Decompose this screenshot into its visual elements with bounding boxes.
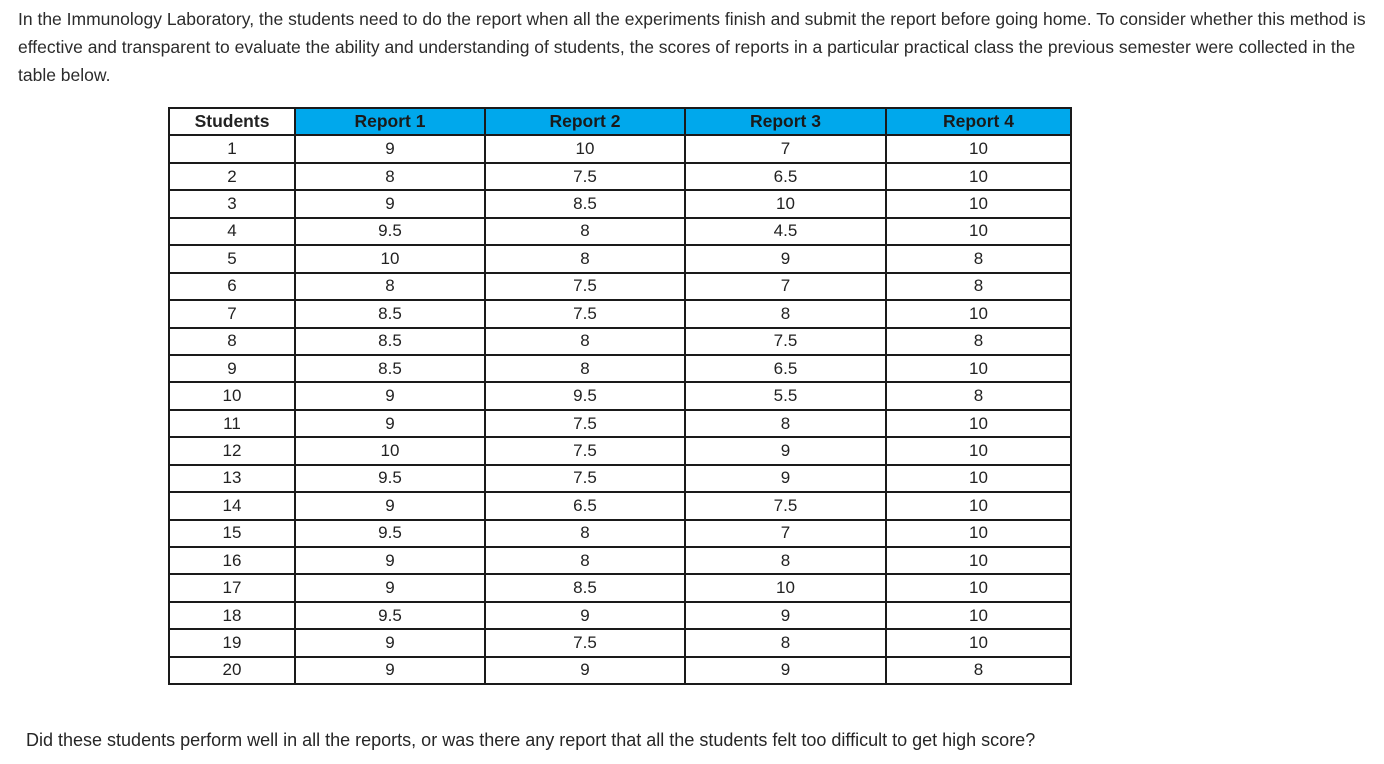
cell-report-3: 10: [685, 574, 886, 601]
header-students: Students: [169, 108, 295, 135]
cell-report-4: 10: [886, 520, 1071, 547]
table-row: [169, 574, 1071, 601]
cell-report-2: 7.5: [485, 273, 685, 300]
cell-report-3: 5.5: [685, 382, 886, 409]
cell-report-4: 10: [886, 355, 1071, 382]
cell-report-1: 9: [295, 492, 485, 519]
cell-student: 4: [169, 218, 295, 245]
table-row: [169, 629, 1071, 656]
table-row: [169, 190, 1071, 217]
cell-student: 16: [169, 547, 295, 574]
cell-report-3: 7: [685, 273, 886, 300]
header-report-3: Report 3: [685, 108, 886, 135]
intro-paragraph: In the Immunology Laboratory, the students need to do the report when all the experiments finish and submit the report before going home. To consider whether this method is effective and transparent to evaluate the ability and understanding of students, the scores of reports in a particular practical class the previous semester were collected in the table below.: [18, 9, 1366, 85]
cell-report-1: 9.5: [295, 602, 485, 629]
cell-student: 8: [169, 328, 295, 355]
table-row: [169, 328, 1071, 355]
cell-student: 15: [169, 520, 295, 547]
cell-student: 1: [169, 135, 295, 162]
cell-report-2: 9.5: [485, 382, 685, 409]
cell-report-1: 8.5: [295, 328, 485, 355]
cell-report-3: 8: [685, 410, 886, 437]
cell-report-2: 7.5: [485, 163, 685, 190]
table-row: [169, 355, 1071, 382]
cell-report-3: 9: [685, 602, 886, 629]
scores-table-container: [168, 107, 1072, 685]
cell-student: 10: [169, 382, 295, 409]
cell-report-1: 9: [295, 382, 485, 409]
cell-report-3: 7.5: [685, 492, 886, 519]
cell-student: 17: [169, 574, 295, 601]
cell-report-3: 8: [685, 629, 886, 656]
cell-student: 2: [169, 163, 295, 190]
table-row: [169, 382, 1071, 409]
cell-report-2: 8: [485, 328, 685, 355]
cell-report-1: 9: [295, 629, 485, 656]
cell-student: 11: [169, 410, 295, 437]
cell-report-1: 9: [295, 574, 485, 601]
cell-report-1: 8: [295, 163, 485, 190]
cell-report-1: 9: [295, 657, 485, 684]
cell-report-3: 9: [685, 657, 886, 684]
cell-report-3: 6.5: [685, 163, 886, 190]
table-row: [169, 602, 1071, 629]
cell-report-2: 6.5: [485, 492, 685, 519]
cell-report-3: 4.5: [685, 218, 886, 245]
cell-report-1: 8.5: [295, 300, 485, 327]
cell-report-2: 7.5: [485, 410, 685, 437]
cell-report-4: 10: [886, 602, 1071, 629]
cell-student: 19: [169, 629, 295, 656]
cell-report-3: 8: [685, 300, 886, 327]
cell-student: 6: [169, 273, 295, 300]
cell-report-1: 8: [295, 273, 485, 300]
cell-report-1: 10: [295, 245, 485, 272]
cell-report-3: 9: [685, 245, 886, 272]
table-row: [169, 465, 1071, 492]
table-header-row: [169, 108, 1071, 135]
cell-report-1: 9.5: [295, 465, 485, 492]
cell-report-4: 10: [886, 492, 1071, 519]
cell-student: 12: [169, 437, 295, 464]
table-row: [169, 300, 1071, 327]
cell-report-3: 10: [685, 190, 886, 217]
header-report-2: Report 2: [485, 108, 685, 135]
cell-report-2: 8: [485, 520, 685, 547]
cell-report-1: 9: [295, 190, 485, 217]
question-text: Did these students perform well in all the reports, or was there any report that all the students felt too difficult to get high score?: [26, 730, 1036, 750]
header-report-4: Report 4: [886, 108, 1071, 135]
cell-report-1: 8.5: [295, 355, 485, 382]
cell-report-3: 8: [685, 547, 886, 574]
cell-report-3: 9: [685, 437, 886, 464]
table-row: [169, 410, 1071, 437]
cell-report-3: 7.5: [685, 328, 886, 355]
cell-report-2: 8.5: [485, 190, 685, 217]
cell-report-2: 8.5: [485, 574, 685, 601]
cell-report-3: 7: [685, 135, 886, 162]
scores-table: [168, 107, 1072, 685]
cell-report-3: 6.5: [685, 355, 886, 382]
cell-report-2: 8: [485, 245, 685, 272]
cell-report-3: 9: [685, 465, 886, 492]
cell-report-1: 10: [295, 437, 485, 464]
cell-report-4: 8: [886, 657, 1071, 684]
cell-report-4: 10: [886, 218, 1071, 245]
cell-report-4: 10: [886, 410, 1071, 437]
cell-report-4: 10: [886, 629, 1071, 656]
cell-student: 7: [169, 300, 295, 327]
cell-student: 5: [169, 245, 295, 272]
table-row: [169, 218, 1071, 245]
cell-report-2: 10: [485, 135, 685, 162]
cell-report-4: 8: [886, 328, 1071, 355]
table-row: [169, 437, 1071, 464]
table-row: [169, 135, 1071, 162]
cell-report-1: 9: [295, 135, 485, 162]
cell-report-2: 7.5: [485, 300, 685, 327]
cell-student: 14: [169, 492, 295, 519]
table-row: [169, 273, 1071, 300]
cell-report-1: 9: [295, 410, 485, 437]
cell-report-4: 10: [886, 135, 1071, 162]
table-row: [169, 492, 1071, 519]
cell-report-4: 8: [886, 382, 1071, 409]
cell-report-2: 9: [485, 602, 685, 629]
table-row: [169, 520, 1071, 547]
cell-report-1: 9.5: [295, 520, 485, 547]
cell-student: 18: [169, 602, 295, 629]
cell-report-4: 10: [886, 465, 1071, 492]
cell-student: 3: [169, 190, 295, 217]
cell-report-4: 10: [886, 163, 1071, 190]
cell-report-1: 9: [295, 547, 485, 574]
cell-report-2: 7.5: [485, 629, 685, 656]
table-body: [169, 135, 1071, 684]
cell-report-1: 9.5: [295, 218, 485, 245]
header-report-1: Report 1: [295, 108, 485, 135]
cell-student: 20: [169, 657, 295, 684]
cell-report-4: 10: [886, 437, 1071, 464]
cell-report-2: 8: [485, 547, 685, 574]
cell-report-4: 8: [886, 273, 1071, 300]
cell-student: 9: [169, 355, 295, 382]
cell-report-2: 7.5: [485, 465, 685, 492]
table-row: [169, 547, 1071, 574]
cell-report-4: 8: [886, 245, 1071, 272]
cell-student: 13: [169, 465, 295, 492]
cell-report-2: 8: [485, 355, 685, 382]
cell-report-4: 10: [886, 547, 1071, 574]
cell-report-2: 9: [485, 657, 685, 684]
cell-report-4: 10: [886, 190, 1071, 217]
cell-report-4: 10: [886, 300, 1071, 327]
table-row: [169, 245, 1071, 272]
cell-report-2: 8: [485, 218, 685, 245]
table-row: [169, 657, 1071, 684]
cell-report-2: 7.5: [485, 437, 685, 464]
table-row: [169, 163, 1071, 190]
cell-report-3: 7: [685, 520, 886, 547]
cell-report-4: 10: [886, 574, 1071, 601]
